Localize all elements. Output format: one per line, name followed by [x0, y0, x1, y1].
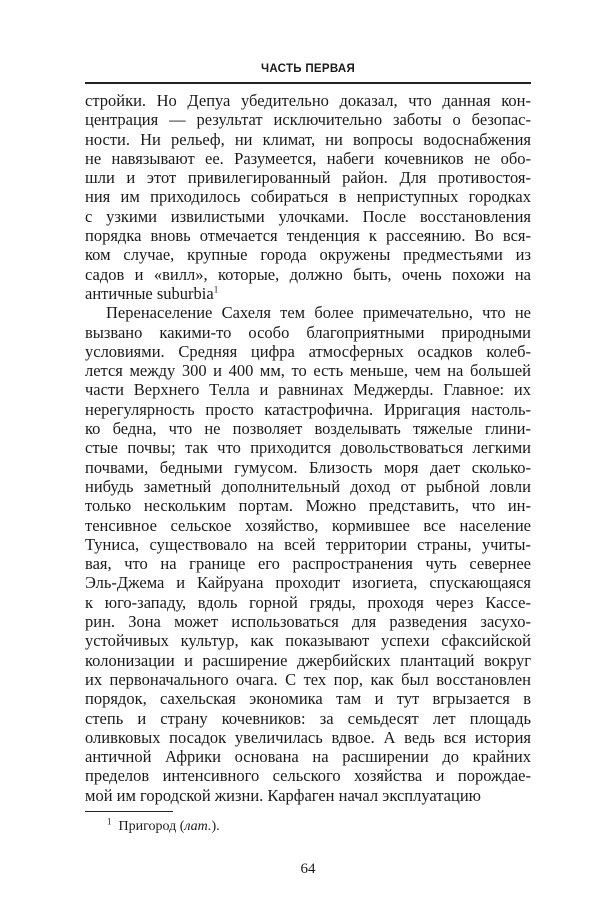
page-body: [85, 91, 531, 807]
line-text: условиями. Средняя цифра атмосферных осадков колеб-: [85, 341, 531, 361]
line-text: к юго-западу, вдоль горной гряды, проходя через Кассе-: [85, 592, 531, 612]
line-text: порядка вновь отмечается тенденция к рассеянию. Во вся-: [85, 226, 531, 246]
line-text: только нескольким портам. Можно представить, что ин-: [85, 496, 531, 516]
line-text: садов и «вилл», которые, должно быть, очень похожи на: [85, 264, 531, 284]
line-text: их первоначального очага. С тех пор, как был восстановлен: [85, 669, 531, 689]
line-text: стые почвы; так что приходится довольствоваться легкими: [85, 438, 531, 458]
footnote-text: Пригород (: [118, 819, 185, 834]
line-text: почвами, бедными гумусом. Близость моря дает сколько-: [85, 457, 531, 477]
text-line: [85, 207, 531, 226]
text-line: [85, 342, 531, 361]
text-line: [85, 110, 531, 129]
text-line: [85, 689, 531, 708]
text-line: [85, 496, 531, 515]
line-text: пределов интенсивного сельского хозяйства и порождае-: [85, 766, 531, 786]
text-line: [85, 303, 531, 322]
line-text: античной Африки основана на расширении до крайних: [85, 747, 531, 767]
footnote: [107, 818, 220, 835]
paragraph: [85, 91, 531, 303]
line-text: ния им приходилось собираться в неприступных городках: [85, 187, 531, 207]
page-number: 64: [300, 861, 316, 877]
line-text: тенсивное сельское хозяйство, кормившее все население: [85, 515, 531, 535]
line-text: шли и этот привилегированный район. Для противостоя-: [85, 168, 531, 188]
line-text: Эль-Джема и Кайруана проходит изогиета, спускающаяся: [85, 573, 531, 593]
text-line: [85, 226, 531, 245]
footnote-abbrev: лат.: [184, 819, 212, 834]
line-text: вая, что на границе его распространения чуть севернее: [85, 554, 531, 574]
text-line: [85, 284, 531, 303]
footnote-reference: 1: [213, 284, 219, 295]
line-text: степь и страну кочевников: за семьдесят лет площадь: [85, 708, 531, 728]
text-line: [85, 400, 531, 419]
text-line: [85, 554, 531, 573]
line-text: порядок, сахельская экономика там и тут вгрызается в: [85, 689, 531, 709]
text-line: [85, 766, 531, 785]
text-line: [85, 187, 531, 206]
line-text: не навязывают ее. Разумеется, набеги кочевников не обо-: [85, 148, 531, 168]
line-text: части Верхнего Телла и равнинах Меджерды. Главное: их: [85, 380, 531, 400]
text-line: [85, 573, 531, 592]
line-text: рин. Зона может использоваться для разведения засухо-: [85, 612, 531, 632]
text-line: [85, 361, 531, 380]
line-text: вызвано какими-то особо благоприятными природными: [85, 322, 531, 342]
line-text: оливковых посадок увеличилась вдвое. А ведь вся история: [85, 727, 531, 747]
text-line: [85, 91, 531, 110]
line-text: стройки. Но Депуа убедительно доказал, что данная кон-: [85, 91, 531, 110]
footnote-divider: [85, 811, 173, 812]
text-line: [85, 728, 531, 747]
text-line: [85, 477, 531, 496]
line-text: ности. Ни рельеф, ни климат, ни вопросы водоснабжения: [85, 129, 531, 149]
line-text: нерегулярность просто катастрофична. Ирригация настоль-: [85, 399, 531, 419]
line-text: Перенаселение Сахеля тем более примечательно, что не: [106, 303, 531, 323]
text-line: [85, 593, 531, 612]
line-text: античные suburbia: [85, 283, 214, 303]
footnote-number: 1: [107, 816, 112, 827]
text-line: [85, 380, 531, 399]
line-text: лется между 300 и 400 мм, то есть меньше, чем на большей: [85, 361, 531, 381]
line-text: ком случае, крупные города окружены предместьями из: [85, 245, 531, 265]
text-line: [85, 130, 531, 149]
text-line: [85, 323, 531, 342]
text-line: [85, 631, 531, 650]
line-text: колонизации и расширение джербийских плантаций вокруг: [85, 650, 531, 670]
running-header: ЧАСТЬ ПЕРВАЯ: [260, 63, 356, 75]
text-line: [85, 438, 531, 457]
text-line: [85, 612, 531, 631]
header-rule: [85, 82, 531, 84]
text-line: [85, 516, 531, 535]
text-line: [85, 419, 531, 438]
text-line: [85, 651, 531, 670]
text-line: [85, 168, 531, 187]
line-text: устойчивых культур, как показывают успехи сфаксийской: [85, 631, 531, 651]
line-text: мой им городской жизни. Карфаген начал эксплуатацию: [85, 785, 481, 805]
line-text: Туниса, существовало на всей территории страны, учиты-: [85, 534, 531, 554]
text-line: [85, 265, 531, 284]
line-text: нибудь заметный дополнительный доход от рыбной ловли: [85, 476, 531, 496]
line-text: центрация — результат исключительно заботы о безопас-: [85, 110, 531, 130]
text-line: [85, 670, 531, 689]
text-line: [85, 149, 531, 168]
paragraph: [85, 303, 531, 805]
footnote-end: ).: [211, 819, 220, 834]
line-text: ко бедна, что не позволяет возделывать тяжелые глини-: [85, 419, 531, 439]
text-line: [85, 709, 531, 728]
text-line: [85, 535, 531, 554]
text-line: [85, 747, 531, 766]
text-line: [85, 786, 531, 805]
text-line: [85, 245, 531, 264]
text-line: [85, 458, 531, 477]
line-text: с узкими извилистыми улочками. После восстановления: [85, 206, 531, 226]
